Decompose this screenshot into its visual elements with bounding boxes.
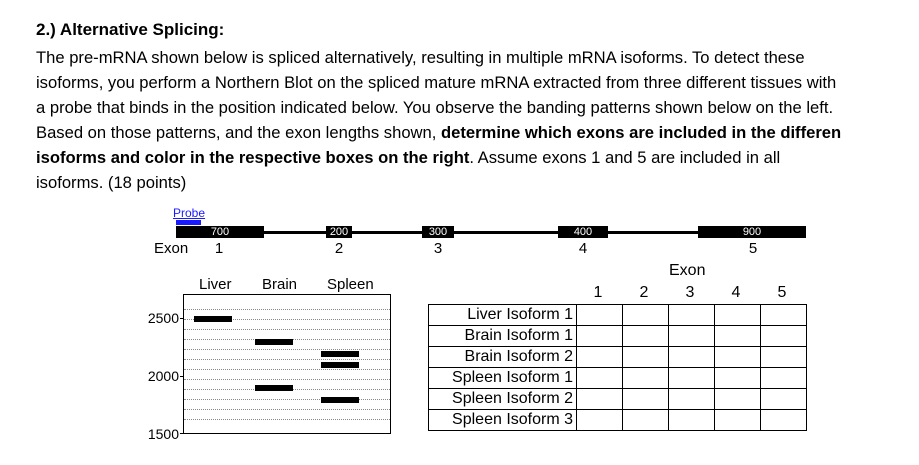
blot-band-liver (194, 316, 232, 322)
question-title: 2.) Alternative Splicing: (36, 20, 225, 39)
blot-gridline (184, 359, 390, 360)
exon-cell[interactable] (761, 326, 807, 347)
exon-number: 5 (748, 240, 758, 257)
exon-cell[interactable] (577, 389, 623, 410)
exon-cell[interactable] (577, 326, 623, 347)
exon-cell[interactable] (623, 410, 669, 431)
exon-cell[interactable] (715, 347, 761, 368)
table-row (429, 368, 807, 389)
exon-cell[interactable] (577, 410, 623, 431)
table-column-header: 1 (593, 284, 603, 301)
isoform-label: Liver Isoform 1 (429, 305, 577, 326)
exon-5-length: 900 (742, 226, 762, 238)
question-text: Based on those patterns, and the exon lengths shown, (36, 123, 441, 142)
question-line (36, 120, 919, 145)
exon-cell[interactable] (715, 410, 761, 431)
exon-cell[interactable] (577, 305, 623, 326)
exon-cell[interactable] (715, 368, 761, 389)
probe-label: Probe (173, 206, 206, 220)
question-line (36, 145, 919, 170)
exon-4-length: 400 (573, 226, 593, 238)
blot-band-spleen (321, 362, 359, 368)
blot-band-spleen (321, 397, 359, 403)
exon-cell[interactable] (715, 326, 761, 347)
exon-cell[interactable] (623, 347, 669, 368)
blot-gridline (184, 309, 390, 310)
exon-cell[interactable] (715, 389, 761, 410)
blot-band-brain (255, 385, 293, 391)
exon-3-length: 300 (428, 226, 448, 238)
table-column-header: 2 (639, 284, 649, 301)
exon-word: Exon (154, 240, 189, 257)
intron-line (454, 231, 558, 234)
question-line: isoforms. (18 points) (36, 173, 187, 192)
axis-tick (180, 376, 184, 377)
blot-gridline (184, 329, 390, 330)
exon-cell[interactable] (623, 389, 669, 410)
question-emphasis: determine which exons are included in the differen (440, 123, 842, 142)
exon-number: 4 (578, 240, 588, 257)
table-column-header: 5 (777, 284, 787, 301)
isoform-label: Spleen Isoform 2 (429, 389, 577, 410)
exon-cell[interactable] (715, 305, 761, 326)
question-body (36, 45, 919, 195)
exon-cell[interactable] (669, 410, 715, 431)
table-column-header: 4 (731, 284, 741, 301)
exon-cell[interactable] (623, 305, 669, 326)
blot-gridline (184, 409, 390, 410)
table-row (429, 389, 807, 410)
isoform-table (428, 304, 807, 431)
exon-cell[interactable] (669, 326, 715, 347)
exon-cell[interactable] (761, 389, 807, 410)
lane-label-spleen: Spleen (327, 276, 374, 293)
blot-gridline (184, 399, 390, 400)
table-row (429, 326, 807, 347)
question-line: isoforms, you perform a Northern Blot on the spliced mature mRNA extracted from three different tissues with (36, 73, 837, 92)
intron-line (264, 231, 326, 234)
question-emphasis: isoforms and color in the respective boxes on the right (36, 148, 470, 167)
blot-band-brain (255, 339, 293, 345)
blot-gridline (184, 379, 390, 380)
question-text: . Assume exons 1 and 5 are included in all (469, 148, 781, 167)
axis-tick (180, 318, 184, 319)
blot-gridline (184, 369, 390, 370)
isoform-label: Brain Isoform 2 (429, 347, 577, 368)
exon-cell[interactable] (761, 347, 807, 368)
exon-cell[interactable] (669, 389, 715, 410)
question-line: a probe that binds in the position indicated below. You observe the banding patterns shown below on the left. (36, 98, 834, 117)
intron-line (608, 231, 698, 234)
axis-tick-label: 2500 (147, 310, 179, 326)
exon-2-length: 200 (329, 226, 349, 238)
table-column-header: 3 (685, 284, 695, 301)
axis-tick (180, 433, 184, 434)
table-row (429, 347, 807, 368)
exon-cell[interactable] (623, 326, 669, 347)
exon-cell[interactable] (669, 347, 715, 368)
exon-number: 2 (334, 240, 344, 257)
exon-cell[interactable] (669, 305, 715, 326)
exon-cell[interactable] (623, 368, 669, 389)
exon-number: 1 (214, 240, 224, 257)
axis-tick-label: 1500 (147, 426, 179, 442)
exon-number: 3 (433, 240, 443, 257)
intron-line (352, 231, 422, 234)
question-line: The pre-mRNA shown below is spliced alternatively, resulting in multiple mRNA isoforms. To detect these (36, 48, 805, 67)
isoform-label: Brain Isoform 1 (429, 326, 577, 347)
exon-cell[interactable] (577, 347, 623, 368)
exon-cell[interactable] (761, 368, 807, 389)
table-row (429, 410, 807, 431)
axis-tick-label: 2000 (147, 368, 179, 384)
exon-cell[interactable] (577, 368, 623, 389)
isoform-label: Spleen Isoform 3 (429, 410, 577, 431)
probe-marker (176, 220, 201, 225)
blot-gridline (184, 419, 390, 420)
exon-1-length: 700 (210, 226, 230, 238)
lane-label-liver: Liver (199, 276, 232, 293)
exon-cell[interactable] (761, 305, 807, 326)
northern-blot (183, 294, 391, 434)
isoform-label: Spleen Isoform 1 (429, 368, 577, 389)
table-row (429, 305, 807, 326)
exon-cell[interactable] (761, 410, 807, 431)
lane-label-brain: Brain (262, 276, 298, 293)
blot-gridline (184, 349, 390, 350)
table-exon-header: Exon (669, 262, 706, 279)
blot-band-spleen (321, 351, 359, 357)
exon-cell[interactable] (669, 368, 715, 389)
